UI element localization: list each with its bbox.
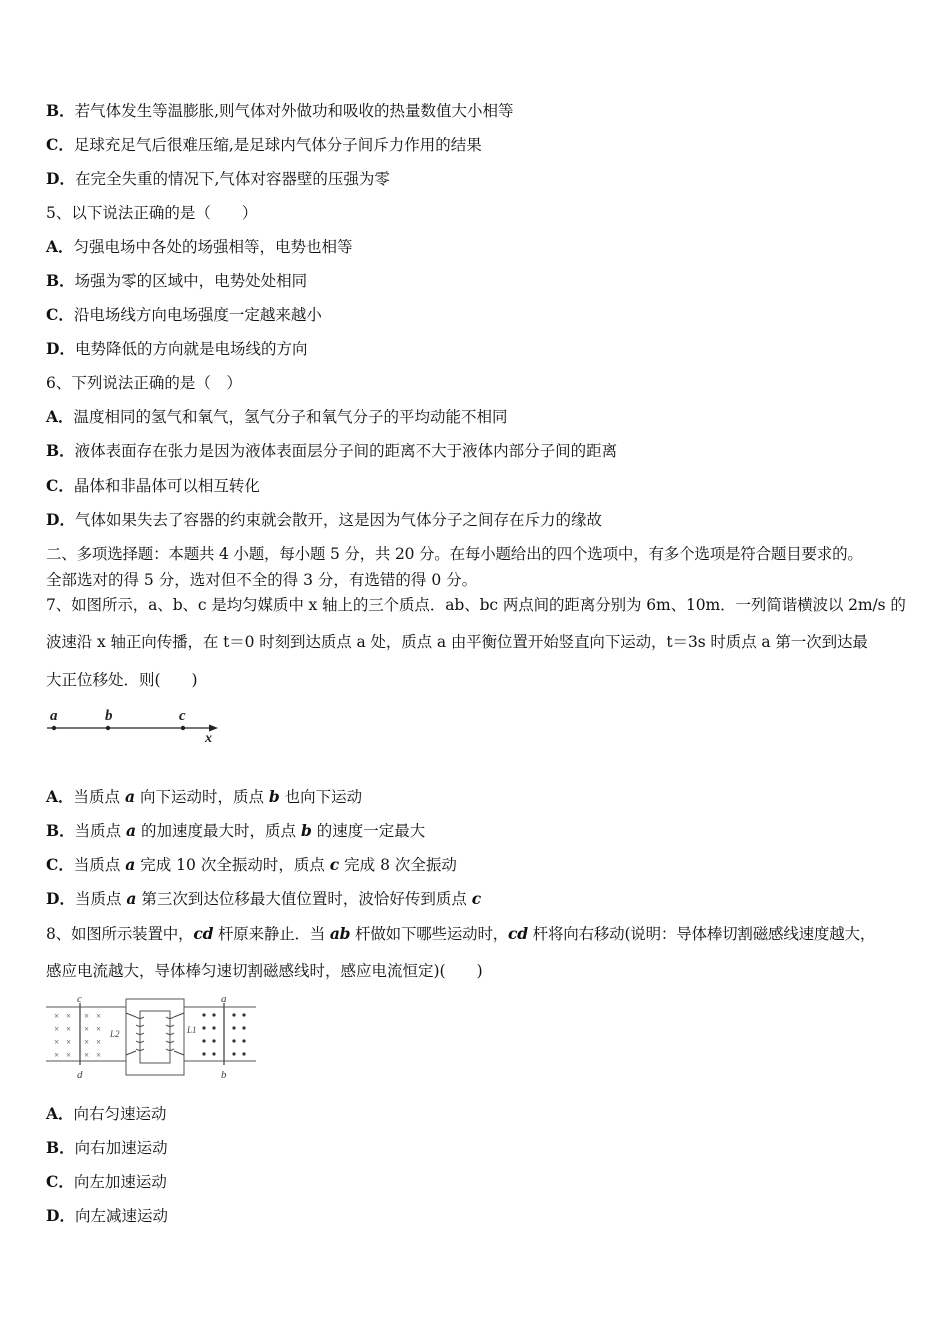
svg-text:×: ×	[84, 1037, 90, 1047]
var: cd	[508, 924, 528, 943]
svg-text:×: ×	[96, 1011, 102, 1021]
svg-text:×: ×	[66, 1011, 72, 1021]
q8-option-b	[46, 1138, 168, 1158]
q7-option-c	[46, 855, 457, 875]
option-text: 当质点	[74, 890, 127, 908]
option-text: 若气体发生等温膨胀,则气体对外做功和吸收的热量数值大小相等	[74, 102, 514, 120]
q4-option-d	[46, 169, 390, 189]
label-c: c	[77, 993, 82, 1005]
q6-option-a	[46, 407, 508, 427]
point-a-dot	[52, 726, 56, 730]
option-text: 当质点	[74, 822, 127, 840]
option-text: 也向下运动	[279, 788, 363, 806]
label-b: b	[105, 708, 113, 724]
q7-stem-line2: 波速沿 x 轴正向传播，在 t＝0 时刻到达质点 a 处，质点 a 由平衡位置开始竖直向下运动，t＝3s 时质点 a 第一次到达最	[46, 633, 868, 651]
option-letter: B．	[46, 441, 75, 460]
q8-stem-line1	[46, 924, 875, 944]
point-c-dot	[181, 726, 185, 730]
q7-axis-figure	[44, 703, 224, 743]
label-a: a	[221, 993, 227, 1005]
q8-option-d	[46, 1206, 168, 1226]
var: a	[126, 889, 137, 908]
option-letter: A．	[46, 787, 74, 806]
q4-option-c	[46, 135, 482, 155]
q7-option-a	[46, 787, 362, 807]
q6-option-c	[46, 476, 260, 496]
option-letter: D．	[46, 169, 75, 188]
label-l1: L1	[187, 1025, 197, 1035]
option-text: 温度相同的氢气和氧气，氢气分子和氧气分子的平均动能不相同	[73, 408, 508, 426]
label-c: c	[179, 708, 186, 724]
label-a: a	[50, 708, 58, 724]
svg-text:×: ×	[96, 1037, 102, 1047]
option-letter: C．	[46, 855, 74, 874]
point-b-dot	[106, 726, 110, 730]
option-text: 向右加速运动	[74, 1139, 168, 1157]
option-letter: B．	[46, 1138, 75, 1157]
label-b: b	[221, 1069, 227, 1081]
q8-induction-figure	[44, 993, 260, 1081]
q7-option-d	[46, 889, 481, 909]
q6-stem: 6、下列说法正确的是（ ）	[46, 374, 242, 392]
svg-text:×: ×	[84, 1050, 90, 1060]
svg-text:×: ×	[96, 1050, 102, 1060]
section-header-line1: 二、多项选择题：本题共 4 小题，每小题 5 分，共 20 分。在每小题给出的四个选项中，有多个选项是符合题目要求的。	[46, 545, 863, 563]
option-letter: A．	[46, 407, 74, 426]
var: b	[268, 787, 280, 806]
option-text: 向下运动时，质点	[135, 788, 269, 806]
option-letter: D．	[46, 510, 75, 529]
q5-option-c	[46, 305, 322, 325]
svg-text:×: ×	[54, 1050, 60, 1060]
label-d: d	[77, 1069, 83, 1081]
svg-text:×: ×	[84, 1024, 90, 1034]
option-letter: D．	[46, 1206, 75, 1225]
q6-option-d	[46, 510, 602, 530]
q7-stem-line3: 大正位移处．则( )	[46, 671, 198, 689]
label-l2: L2	[110, 1029, 120, 1039]
svg-text:×: ×	[66, 1024, 72, 1034]
option-letter: C．	[46, 1172, 74, 1191]
option-text: 气体如果失去了容器的约束就会散开，这是因为气体分子之间存在斥力的缘故	[74, 511, 602, 529]
q7-stem-line1: 7、如图所示，a、b、c 是均匀媒质中 x 轴上的三个质点．ab、bc 两点间的距离分别为 6m、10m．一列简谐横波以 2m/s 的	[46, 596, 906, 614]
option-letter: A．	[46, 237, 74, 256]
svg-text:×: ×	[54, 1037, 60, 1047]
option-letter: C．	[46, 476, 74, 495]
var: c	[329, 855, 340, 874]
option-text: 向左加速运动	[73, 1173, 167, 1191]
svg-text:×: ×	[54, 1011, 60, 1021]
option-text: 场强为零的区域中，电势处处相同	[74, 272, 308, 290]
var: a	[126, 821, 137, 840]
svg-text:×: ×	[84, 1011, 90, 1021]
var: ab	[329, 924, 351, 943]
option-text: 向右匀速运动	[73, 1105, 167, 1123]
label-x: x	[205, 731, 212, 743]
option-letter: B．	[46, 821, 75, 840]
option-text: 第三次到达位移最大值位置时，波恰好传到质点	[136, 890, 472, 908]
option-letter: B．	[46, 101, 75, 120]
q6-option-b	[46, 441, 617, 461]
svg-text:×: ×	[66, 1037, 72, 1047]
option-letter: A．	[46, 1104, 74, 1123]
var: a	[125, 855, 136, 874]
option-letter: D．	[46, 339, 75, 358]
option-letter: B．	[46, 271, 75, 290]
svg-text:×: ×	[66, 1050, 72, 1060]
var: a	[124, 787, 136, 806]
q5-option-b	[46, 271, 307, 291]
option-text: 沿电场线方向电场强度一定越来越小	[73, 306, 322, 324]
option-text: 当质点	[73, 788, 125, 806]
option-text: 晶体和非晶体可以相互转化	[73, 477, 260, 495]
stem-text: 杆做如下哪些运动时，	[350, 925, 509, 943]
option-text: 液体表面存在张力是因为液体表面层分子间的距离不大于液体内部分子间的距离	[74, 442, 618, 460]
option-text: 足球充足气后很难压缩,是足球内气体分子间斥力作用的结果	[73, 136, 482, 154]
option-letter: D．	[46, 889, 75, 908]
q8-option-a	[46, 1104, 167, 1124]
svg-text:×: ×	[96, 1024, 102, 1034]
q5-option-a	[46, 237, 353, 257]
option-text: 在完全失重的情况下,气体对容器壁的压强为零	[74, 170, 390, 188]
q5-option-d	[46, 339, 307, 359]
option-text: 的加速度最大时，质点	[136, 822, 301, 840]
option-text: 完成 8 次全振动	[339, 856, 457, 874]
section-header-line2: 全部选对的得 5 分，选对但不全的得 3 分，有选错的得 0 分。	[46, 571, 478, 589]
stem-text: 8、如图所示装置中，	[46, 925, 194, 943]
var: c	[471, 889, 482, 908]
stem-text: 杆将向右移动(说明：导体棒切割磁感线速度越大，	[527, 925, 876, 943]
q5-stem: 5、以下说法正确的是（ ）	[46, 204, 258, 222]
option-text: 向左减速运动	[74, 1207, 168, 1225]
option-letter: C．	[46, 135, 74, 154]
option-letter: C．	[46, 305, 74, 324]
option-text: 完成 10 次全振动时，质点	[135, 856, 330, 874]
option-text: 匀强电场中各处的场强相等，电势也相等	[73, 238, 353, 256]
q7-option-b	[46, 821, 425, 841]
option-text: 当质点	[73, 856, 126, 874]
q8-stem-line2: 感应电流越大，导体棒匀速切割磁感线时，感应电流恒定)( )	[46, 962, 483, 980]
option-text: 的速度一定最大	[311, 822, 426, 840]
var: cd	[193, 924, 214, 943]
option-text: 电势降低的方向就是电场线的方向	[74, 340, 308, 358]
svg-text:×: ×	[54, 1024, 60, 1034]
stem-text: 杆原来静止．当	[213, 925, 330, 943]
q4-option-b	[46, 101, 514, 121]
var: b	[300, 821, 312, 840]
q8-option-c	[46, 1172, 167, 1192]
